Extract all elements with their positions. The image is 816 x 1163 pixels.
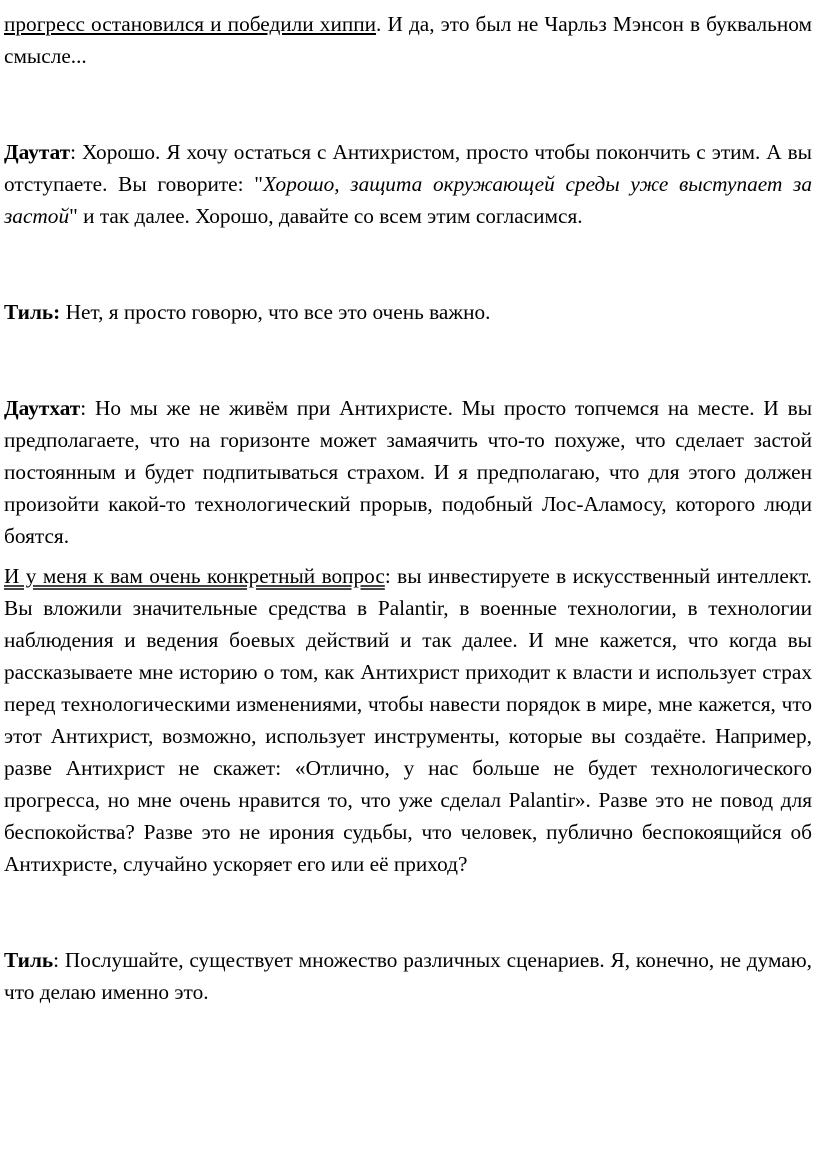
paragraph-spacer xyxy=(4,232,812,296)
speaker-name: Даутхат xyxy=(4,396,81,420)
paragraph-spacer xyxy=(4,72,812,136)
paragraph-1 xyxy=(4,8,812,72)
paragraph-text: . И да, это был не Чарльз Мэнсон в буквальном смысле... xyxy=(4,12,812,68)
speaker-name: Даутат xyxy=(4,140,71,164)
paragraph-text: : вы инвестируете в искусственный интеллект. Вы вложили значительные средства в Palantir, в военные технологии, в технологии наблюдения и ведения боевых действий и так далее. И мне кажется, что когда вы рассказываете мне историю о том, как Антихрист приходит к власти и использует страх перед технологическими изменениями, чтобы навести порядок в мире, мне кажется, что этот Антихрист, возможно, использует инструменты, которые вы создаёте. Например, разве Антихрист не скажет: «Отлично, у нас больше не будет технологического прогресса, но мне очень нравится то, что уже сделал Palantir». Разве это не повод для беспокойства? Разве это не ирония судьбы, что человек, публично беспокоящийся об Антихристе, случайно ускоряет его или её приход? xyxy=(4,564,812,876)
speaker-name: Тиль: xyxy=(4,300,61,324)
paragraph-3 xyxy=(4,296,812,328)
paragraph-spacer xyxy=(4,328,812,392)
paragraph-spacer xyxy=(4,552,812,560)
underlined-phrase: прогресс остановился и победили хиппи xyxy=(4,12,377,36)
paragraph-text: Нет, я просто говорю, что все это очень важно. xyxy=(60,300,491,324)
underlined-phrase: И у меня к вам очень конкретный вопрос xyxy=(4,564,385,588)
paragraph-text: : Хорошо. Я хочу остаться с Антихристом, просто чтобы покончить с этим. А вы отступаете. Вы говорите: " xyxy=(4,140,812,196)
paragraph-6 xyxy=(4,944,812,1008)
italic-quote: Хорошо, защита окружающей среды уже выступает за застой xyxy=(4,172,813,228)
paragraph-spacer xyxy=(4,880,812,944)
paragraph-text: : Но мы же не живём при Антихристе. Мы просто топчемся на месте. И вы предполагаете, что на горизонте может замаячить что-то похуже, что сделает застой постоянным и будет подпитываться страхом. И я предполагаю, что для этого должен произойти какой-то технологический прорыв, подобный Лос-Аламосу, которого люди боятся. xyxy=(4,396,812,548)
speaker-name: Тиль xyxy=(4,948,54,972)
paragraph-4 xyxy=(4,392,812,552)
paragraph-5 xyxy=(4,560,812,880)
paragraph-text: " и так далее. Хорошо, давайте со всем этим согласимся. xyxy=(69,204,583,228)
paragraph-2 xyxy=(4,136,812,232)
paragraph-text: : Послушайте, существует множество различных сценариев. Я, конечно, не думаю, что делаю именно это. xyxy=(4,948,812,1004)
